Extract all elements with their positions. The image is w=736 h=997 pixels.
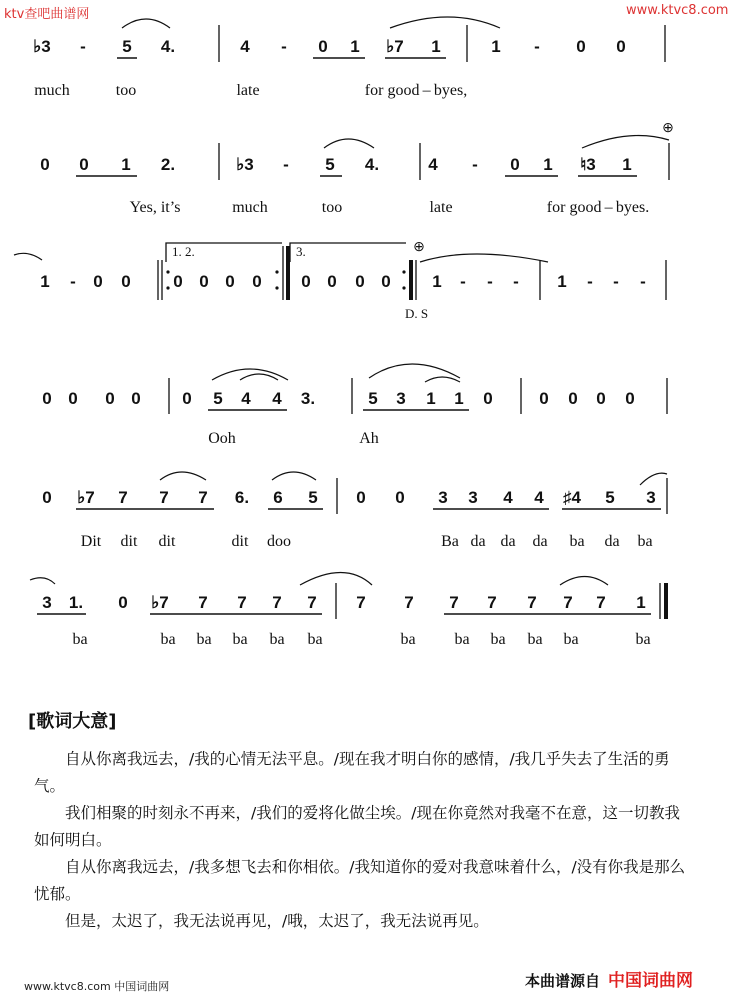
coda-icon: ⊕ xyxy=(413,238,425,254)
lyric: ba xyxy=(490,631,506,648)
lyric: da xyxy=(470,533,486,550)
note: 0 xyxy=(483,389,493,408)
footer-site: www.ktvc8.com 中国词曲网 xyxy=(24,980,170,993)
note: 3 xyxy=(646,488,656,507)
lyric: ba xyxy=(196,631,212,648)
note: 7 xyxy=(237,593,247,612)
note: 0 xyxy=(68,389,78,408)
lyric: doo xyxy=(267,533,291,550)
lyric: late xyxy=(429,199,453,216)
lyric: dit xyxy=(158,533,176,550)
note: - xyxy=(587,272,593,291)
note: 0 xyxy=(40,155,50,174)
volta-label: 1. 2. xyxy=(172,244,195,259)
note: 1 xyxy=(431,37,441,56)
note: 6. xyxy=(234,488,250,507)
translation-paragraph: 我们相聚的时刻永不再来，/我们的爱将化做尘埃。/现在你竟然对我毫不在意，这一切教我如何明白。 xyxy=(34,804,680,849)
note: 1 xyxy=(426,389,436,408)
volta-label: 3. xyxy=(296,244,306,259)
note: 0 xyxy=(131,389,141,408)
note: 7 xyxy=(198,488,208,507)
note: 0 xyxy=(576,37,586,56)
note: 3 xyxy=(468,488,478,507)
translation-paragraph: 但是，太迟了，我无法说再见，/哦，太迟了，我无法说再见。 xyxy=(65,912,489,930)
lyric: Ba xyxy=(441,533,459,550)
note: 1 xyxy=(454,389,464,408)
note: 0 xyxy=(568,389,578,408)
note: - xyxy=(472,155,478,174)
note: - xyxy=(70,272,76,291)
lyric: ba xyxy=(269,631,285,648)
note: 0 xyxy=(105,389,115,408)
note: 4. xyxy=(160,37,176,56)
note: - xyxy=(640,272,646,291)
note: 0 xyxy=(42,488,52,507)
lyric: Dit xyxy=(80,533,102,550)
note: 3 xyxy=(42,593,52,612)
footer-source xyxy=(525,966,693,991)
note: 0 xyxy=(596,389,606,408)
score-row-2 xyxy=(40,119,674,216)
score-row-1 xyxy=(33,17,665,99)
note: 7 xyxy=(307,593,317,612)
note: - xyxy=(281,37,287,56)
note: 0 xyxy=(93,272,103,291)
lyric: Ooh xyxy=(208,430,236,447)
lyric: much xyxy=(34,82,70,99)
lyric: Yes, it’s xyxy=(129,199,181,216)
note: 5 xyxy=(325,155,335,174)
score-row-3 xyxy=(14,238,666,321)
note: 0 xyxy=(318,37,328,56)
note: - xyxy=(460,272,466,291)
footer-source-label: 本曲谱源自 xyxy=(525,972,601,990)
lyric: ba xyxy=(637,533,653,550)
note: 4 xyxy=(272,389,282,408)
lyric: ba xyxy=(454,631,470,648)
coda-icon: ⊕ xyxy=(662,119,674,135)
note: 0 xyxy=(118,593,128,612)
note: 3. xyxy=(300,389,316,408)
note: 0 xyxy=(42,389,52,408)
note: ♮3 xyxy=(580,155,596,174)
note: ♭3 xyxy=(236,155,254,174)
note: 0 xyxy=(173,272,183,291)
note: 0 xyxy=(539,389,549,408)
note: 4 xyxy=(503,488,513,507)
lyric: too xyxy=(115,82,137,99)
note: 4 xyxy=(241,389,251,408)
note: 3 xyxy=(438,488,448,507)
note: 1 xyxy=(557,272,567,291)
lyric: ba xyxy=(563,631,579,648)
note: 6 xyxy=(273,488,283,507)
note: 0 xyxy=(225,272,235,291)
note: ♭7 xyxy=(386,37,404,56)
score-row-6 xyxy=(30,573,666,649)
note: 1 xyxy=(543,155,553,174)
note: 0 xyxy=(616,37,626,56)
lyric: ba xyxy=(160,631,176,648)
note: 1 xyxy=(491,37,501,56)
note: 4 xyxy=(534,488,544,507)
translation-paragraph: 自从你离我远去，/我的心情无法平息。/现在我才明白你的感情，/我几乎失去了生活的勇气。 xyxy=(34,750,670,795)
lyric: much xyxy=(232,199,268,216)
note: - xyxy=(283,155,289,174)
lyric: ba xyxy=(72,631,88,648)
note: 7 xyxy=(487,593,497,612)
lyric: da xyxy=(532,533,548,550)
ds-label: D. S xyxy=(405,306,429,321)
note: 0 xyxy=(381,272,391,291)
note: 1 xyxy=(432,272,442,291)
note: - xyxy=(513,272,519,291)
note: 0 xyxy=(510,155,520,174)
lyric: dit xyxy=(120,533,138,550)
note: 5 xyxy=(213,389,223,408)
note: 0 xyxy=(301,272,311,291)
note: 2. xyxy=(160,155,176,174)
note: 4 xyxy=(428,155,438,174)
note: 7 xyxy=(527,593,537,612)
note: 0 xyxy=(395,488,405,507)
lyric: da xyxy=(500,533,516,550)
translation-heading: [歌词大意] xyxy=(28,711,117,732)
note: 5 xyxy=(308,488,318,507)
note: 0 xyxy=(121,272,131,291)
lyric: da xyxy=(604,533,620,550)
note: 4. xyxy=(364,155,380,174)
note: ♭7 xyxy=(77,488,95,507)
note: - xyxy=(80,37,86,56)
note: 1 xyxy=(350,37,360,56)
lyric: late xyxy=(236,82,260,99)
note: 0 xyxy=(252,272,262,291)
note: 7 xyxy=(404,593,414,612)
note: 4 xyxy=(240,37,250,56)
lyric: Ah xyxy=(359,430,379,447)
watermark-top-left: ktv查吧曲谱网 xyxy=(4,7,90,22)
note: - xyxy=(534,37,540,56)
note: 0 xyxy=(79,155,89,174)
note: 0 xyxy=(355,272,365,291)
note: 5 xyxy=(122,37,132,56)
note: 1 xyxy=(622,155,632,174)
note: 7 xyxy=(272,593,282,612)
lyric: ba xyxy=(307,631,323,648)
note: 7 xyxy=(596,593,606,612)
note: ♯4 xyxy=(563,488,581,507)
score-row-4 xyxy=(42,364,667,447)
note: - xyxy=(613,272,619,291)
score-row-5 xyxy=(42,472,667,550)
note: 0 xyxy=(625,389,635,408)
note: 7 xyxy=(159,488,169,507)
note: 7 xyxy=(563,593,573,612)
watermark-top-right: www.ktvc8.com xyxy=(626,3,729,18)
note: ♭7 xyxy=(151,593,169,612)
note: 1. xyxy=(68,593,84,612)
translation-paragraph: 自从你离我远去，/我多想飞去和你相依。/我知道你的爱对我意味着什么，/没有你我是那么忧郁。 xyxy=(34,858,686,903)
note: 7 xyxy=(118,488,128,507)
note: 1 xyxy=(636,593,646,612)
note: 0 xyxy=(199,272,209,291)
note: 0 xyxy=(182,389,192,408)
note: 7 xyxy=(356,593,366,612)
lyric: ba xyxy=(400,631,416,648)
lyric: ba xyxy=(527,631,543,648)
lyric: dit xyxy=(231,533,249,550)
translation-text xyxy=(34,746,694,936)
note: 0 xyxy=(327,272,337,291)
note: 7 xyxy=(198,593,208,612)
note: ♭3 xyxy=(33,37,51,56)
note: 5 xyxy=(605,488,615,507)
note: 1 xyxy=(121,155,131,174)
note: 5 xyxy=(368,389,378,408)
lyric: ba xyxy=(232,631,248,648)
note: 0 xyxy=(356,488,366,507)
lyric: for good – byes, xyxy=(364,82,468,99)
note: 1 xyxy=(40,272,50,291)
note: 3 xyxy=(396,389,406,408)
lyric: ba xyxy=(569,533,585,550)
note: - xyxy=(487,272,493,291)
lyric: for good – byes. xyxy=(546,199,650,216)
footer-source-site[interactable]: 中国词曲网 xyxy=(608,971,694,991)
note: 7 xyxy=(449,593,459,612)
lyric: ba xyxy=(635,631,651,648)
lyric: too xyxy=(321,199,343,216)
